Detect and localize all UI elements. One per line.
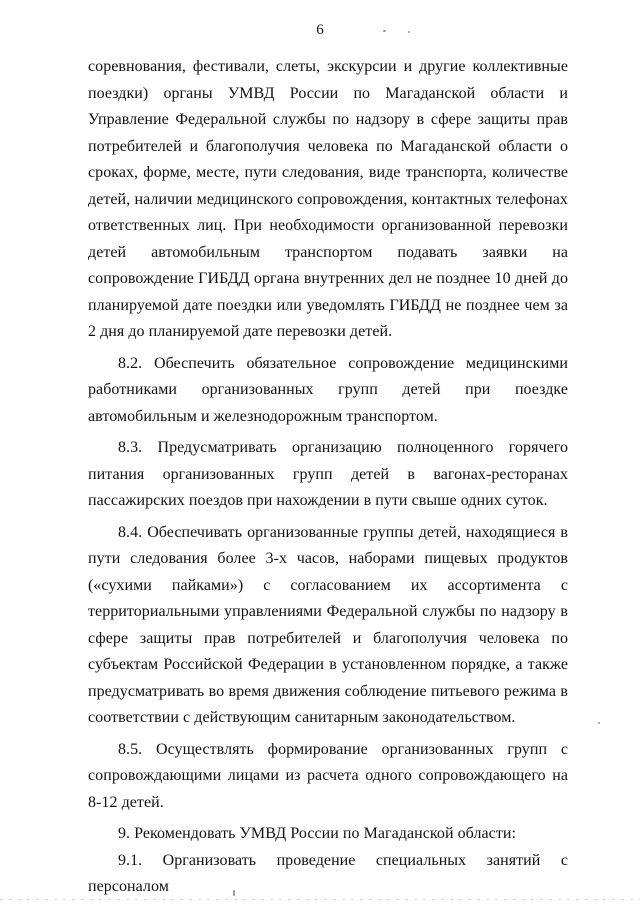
paragraph-8-5: 8.5. Осуществлять формирование организованных групп с сопровождающими лицами из расчета одного сопровождающего на 8-12 детей. (88, 740, 568, 811)
paragraph-9: 9. Рекомендовать УМВД России по Магаданской области: (118, 825, 516, 842)
scan-artifact (598, 722, 600, 724)
paragraph-continuation: соревнования, фестивали, слеты, экскурсии и другие коллективные поездки) органы УМВД России по Магаданской области и Управление Федеральной службы по надзору в сфере защиты прав потребителей и благополучия человека по Магаданской области о сроках, форме, месте, пути следования, виде транспорта, количестве детей, наличии медицинского сопровождения, контактных телефонах ответственных лиц. При необходимости организованной перевозки детей автомобильным транспортом подавать заявки на сопровождение ГИБДД органа внутренних дел не позднее 10 дней до планируемой дате поездки или уведомлять ГИБДД не позднее чем за 2 дня до планируемой дате перевозки детей. (88, 58, 568, 340)
scan-artifact (408, 31, 410, 33)
page-number: 6 (316, 22, 324, 38)
scan-artifact (233, 890, 235, 896)
paragraph-8-4: 8.4. Обеспечивать организованные группы детей, находящиеся в пути следования более 3-х часов, наборами пищевых продуктов («сухими пайками») с согласованием их ассортимента с территориальными управлениями Федеральной службы по надзору в сфере защиты прав потребителей и благополучия человека по субъектам Российской Федерации в установленном порядке, а также предусматривать во время движения соблюдение питьевого режима в соответствии с действующим санитарным законодательством. (88, 523, 568, 726)
paragraph-9-1: 9.1. Организовать проведение специальных занятий с персоналом (88, 851, 568, 895)
scan-edge (0, 899, 640, 900)
scan-artifact (383, 30, 386, 32)
paragraph-8-2: 8.2. Обеспечить обязательное сопровождение медицинскими работниками организованных групп детей при поездке автомобильным и железнодорожным транспортом. (88, 354, 568, 425)
paragraph-8-3: 8.3. Предусматривать организацию полноценного горячего питания организованных групп детей в вагонах-ресторанах пассажирских поездов при нахождении в пути свыше одних суток. (88, 439, 568, 509)
document-body (88, 54, 568, 901)
